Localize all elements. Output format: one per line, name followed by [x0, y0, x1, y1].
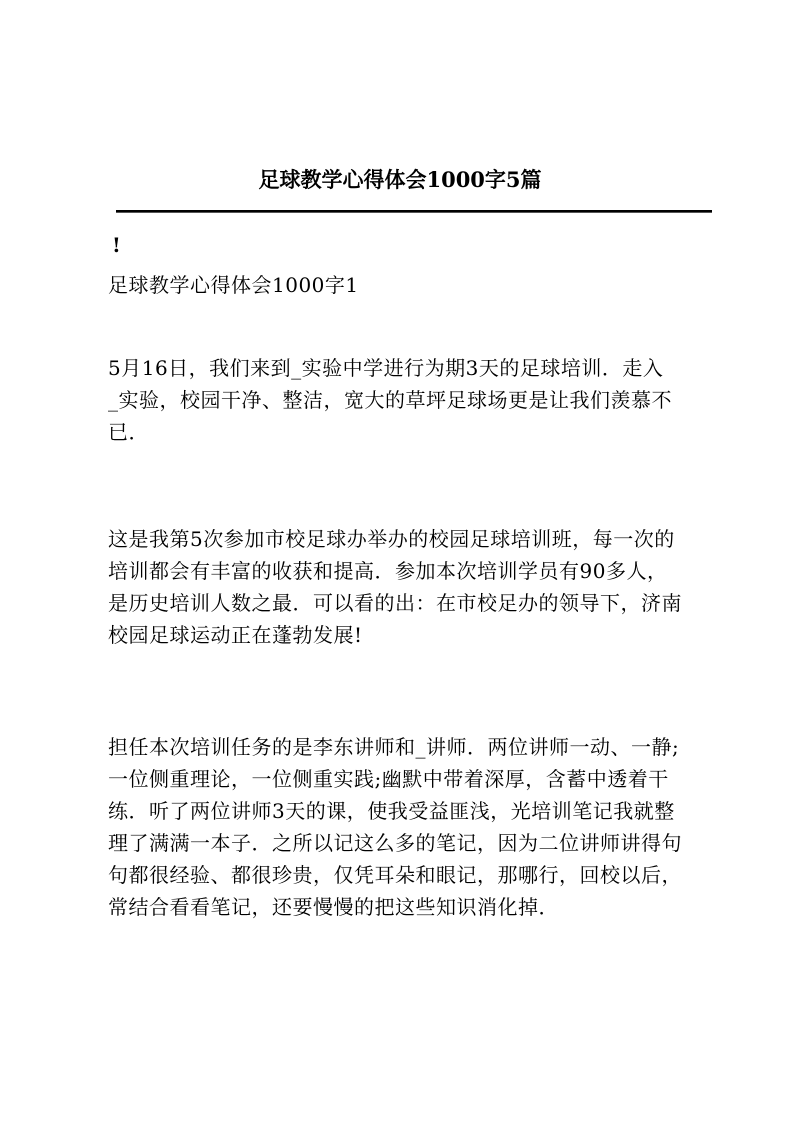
section-heading: 足球教学心得体会1000字1	[108, 273, 359, 297]
paragraph-2	[108, 523, 708, 651]
paragraph-line: 培训都会有丰富的收获和提高．参加本次培训学员有90多人，	[108, 559, 668, 583]
paragraph-line: 这是我第5次参加市校足球办举办的校园足球培训班，每一次的	[108, 527, 675, 551]
paragraph-line: 句都很经验、都很珍贵，仅凭耳朵和眼记，那哪行，回校以后，	[108, 863, 682, 887]
paragraph-line: 担任本次培训任务的是李东讲师和_讲师．两位讲师一动、一静;	[108, 735, 680, 759]
paragraph-line: 一位侧重理论，一位侧重实践;幽默中带着深厚，含蓄中透着干	[108, 767, 669, 791]
paragraph-line: 是历史培训人数之最．可以看的出：在市校足办的领导下，济南	[108, 591, 682, 615]
paragraph-line: 练．听了两位讲师3天的课，使我受益匪浅，光培训笔记我就整	[108, 799, 675, 823]
title-divider	[116, 210, 712, 213]
paragraph-line: 已．	[108, 420, 149, 444]
paragraph-3	[108, 731, 708, 923]
paragraph-line: 5月16日，我们来到_实验中学进行为期3天的足球培训．走入	[108, 356, 664, 380]
document-title: 足球教学心得体会1000字5篇	[258, 167, 542, 192]
paragraph-line: 常结合看看笔记，还要慢慢的把这些知识消化掉．	[108, 895, 559, 919]
exclamation-mark: !	[112, 233, 121, 257]
paragraph-line: _实验，校园干净、整洁，宽大的草坪足球场更是让我们羡慕不	[108, 388, 672, 412]
paragraph-line: 校园足球运动正在蓬勃发展!	[108, 623, 363, 647]
paragraph-line: 理了满满一本子．之所以记这么多的笔记，因为二位讲师讲得句	[108, 831, 682, 855]
paragraph-1	[108, 352, 708, 448]
